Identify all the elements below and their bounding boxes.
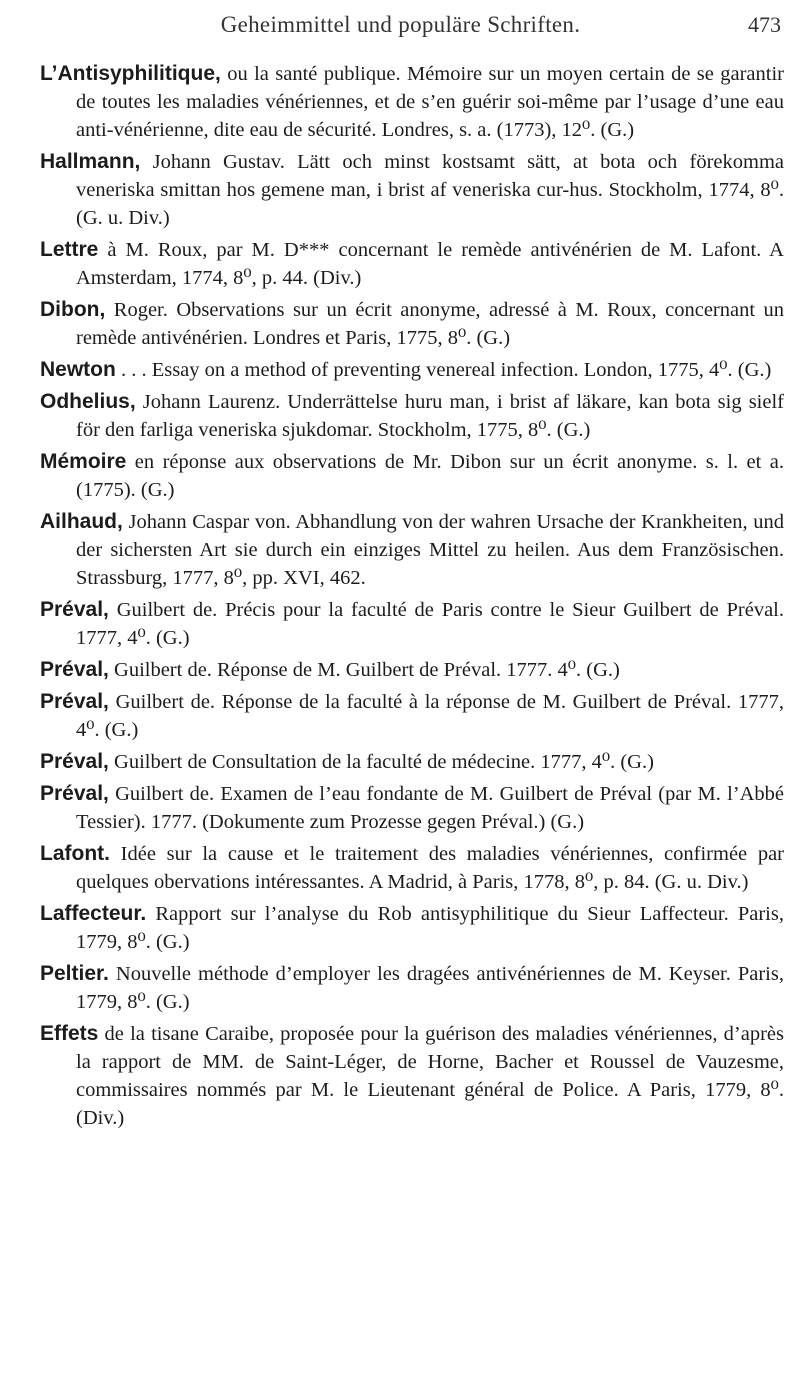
- entry-text: Roger. Observations sur un écrit anonyme, adressé à M. Roux, concernant un remède antivénérien. Londres et Paris, 1775, 8⁰.: [76, 299, 784, 349]
- entry-source: (G.): [586, 659, 620, 681]
- bibliography-entry: [40, 840, 784, 896]
- bibliography-list: [40, 60, 784, 1136]
- entry-author: Dibon,: [40, 298, 106, 321]
- bibliography-entry: [40, 656, 784, 684]
- bibliography-entry: [40, 780, 784, 836]
- entry-source: (Div.): [76, 1107, 125, 1129]
- entry-text: Nouvelle méthode d’employer les dragées antivénériennes de M. Keyser. Paris, 1779, 8⁰.: [76, 963, 784, 1013]
- bibliography-entry: [40, 388, 784, 444]
- entry-text: Guilbert de. Précis pour la faculté de Paris contre le Sieur Guilbert de Préval. 1777, 4⁰.: [76, 599, 784, 649]
- entry-author: Ailhaud,: [40, 510, 123, 533]
- entry-author: Préval,: [40, 658, 109, 681]
- entry-source: (G.): [140, 479, 175, 501]
- entry-source: (G.): [550, 811, 585, 833]
- entry-source: (G. u. Div.): [76, 207, 170, 229]
- entry-text: à M. Roux, par M. D*** concernant le remède antivénérien de M. Lafont. A Amsterdam, 1774, 8⁰, p. 44.: [76, 239, 784, 289]
- entry-author: Lafont.: [40, 842, 110, 865]
- entry-text: ou la santé publique. Mémoire sur un moyen certain de se garantir de toutes les maladies vénériennes, et de s’en guérir soi-même par l’usage d’une eau anti-vénérienne, dite eau de sécurité. Londres, s. a. (1773), 12⁰.: [76, 63, 784, 141]
- entry-author: Préval,: [40, 598, 109, 621]
- entry-author: Odhelius,: [40, 390, 136, 413]
- entry-author: Préval,: [40, 690, 109, 713]
- entry-text: en réponse aux observations de Mr. Dibon sur un écrit anonyme. s. l. et a. (1775).: [76, 451, 784, 501]
- entry-author: Préval,: [40, 750, 109, 773]
- bibliography-entry: [40, 236, 784, 292]
- entry-source: (G.): [155, 627, 190, 649]
- entry-source: (G.): [155, 991, 190, 1013]
- bibliography-entry: [40, 448, 784, 504]
- entry-source: (Div.): [313, 267, 362, 289]
- running-title: Geheimmittel und populäre Schriften.: [220, 12, 581, 37]
- entry-text: Johann Caspar von. Abhandlung von der wahren Ursache der Krankheiten, und der sichersten Art sie durch ein einziges Mittel zu heilen. Aus dem Französischen. Strassburg, 1777, 8⁰, pp. XVI, 462.: [76, 511, 784, 589]
- entry-author: Effets: [40, 1022, 99, 1045]
- entry-author: L’Antisyphilitique,: [40, 62, 221, 85]
- bibliography-entry: [40, 688, 784, 744]
- entry-author: Peltier.: [40, 962, 109, 985]
- entry-text: Rapport sur l’analyse du Rob antisyphilitique du Sieur Laffecteur. Paris, 1779, 8⁰.: [76, 903, 784, 953]
- entry-text: Guilbert de. Réponse de M. Guilbert de Préval. 1777. 4⁰.: [108, 659, 587, 681]
- entry-source: (G.): [476, 327, 511, 349]
- entry-source: (G.): [600, 119, 635, 141]
- entry-source: (G.): [155, 931, 190, 953]
- bibliography-entry: [40, 508, 784, 592]
- entry-author: Hallmann,: [40, 150, 141, 173]
- entry-author: Newton: [40, 358, 116, 381]
- bibliography-entry: [40, 748, 784, 776]
- entry-text: Johann Laurenz. Underrättelse huru man, i brist af läkare, kan bota sig sielf för den farliga veneriska sjukdomar. Stockholm, 1775, 8⁰.: [76, 391, 784, 441]
- bibliography-entry: [40, 60, 784, 144]
- entry-source: (G.): [620, 751, 654, 773]
- running-head: [0, 12, 801, 44]
- entry-text: Guilbert de Consultation de la faculté de médecine. 1777, 4⁰.: [108, 751, 621, 773]
- entry-source: (G. u. Div.): [654, 871, 749, 893]
- bibliography-entry: [40, 356, 784, 384]
- entry-text: de la tisane Caraibe, proposée pour la guérison des maladies vénériennes, d’après la rapport de MM. de Saint-Léger, de Horne, Bacher et Roussel de Vauzesme, commissaires nommés par M. le Lieutenant général de Police. A Paris, 1779, 8⁰.: [76, 1023, 784, 1101]
- entry-author: Mémoire: [40, 450, 127, 473]
- entry-text: Guilbert de. Réponse de la faculté à la réponse de M. Guilbert de Préval. 1777, 4⁰.: [76, 691, 784, 741]
- entry-author: Lettre: [40, 238, 99, 261]
- bibliography-entry: [40, 900, 784, 956]
- entry-text: Guilbert de. Examen de l’eau fondante de M. Guilbert de Préval (par M. l’Abbé Tessier). 1777. (Dokumente zum Prozesse gegen Préval.): [76, 783, 784, 833]
- entry-author: Laffecteur.: [40, 902, 147, 925]
- entry-source: (G.): [556, 419, 591, 441]
- entry-text: Idée sur la cause et le traitement des maladies vénériennes, confirmée par quelques obervations intéressantes. A Madrid, à Paris, 1778, 8⁰, p. 84.: [76, 843, 784, 893]
- bibliography-entry: [40, 296, 784, 352]
- entry-author: Préval,: [40, 782, 109, 805]
- entry-text: . . . Essay on a method of preventing venereal infection. London, 1775, 4⁰.: [115, 359, 738, 381]
- bibliography-entry: [40, 148, 784, 232]
- bibliography-entry: [40, 596, 784, 652]
- entry-source: (G.): [104, 719, 139, 741]
- bibliography-entry: [40, 1020, 784, 1132]
- page-number: 473: [748, 12, 781, 37]
- entry-source: (G.): [737, 359, 772, 381]
- entry-text: Johann Gustav. Lätt och minst kostsamt sätt, at bota och förekomma veneriska smittan hos gemene man, i brist af veneriska cur-hus. Stockholm, 1774, 8⁰.: [76, 151, 784, 201]
- bibliography-entry: [40, 960, 784, 1016]
